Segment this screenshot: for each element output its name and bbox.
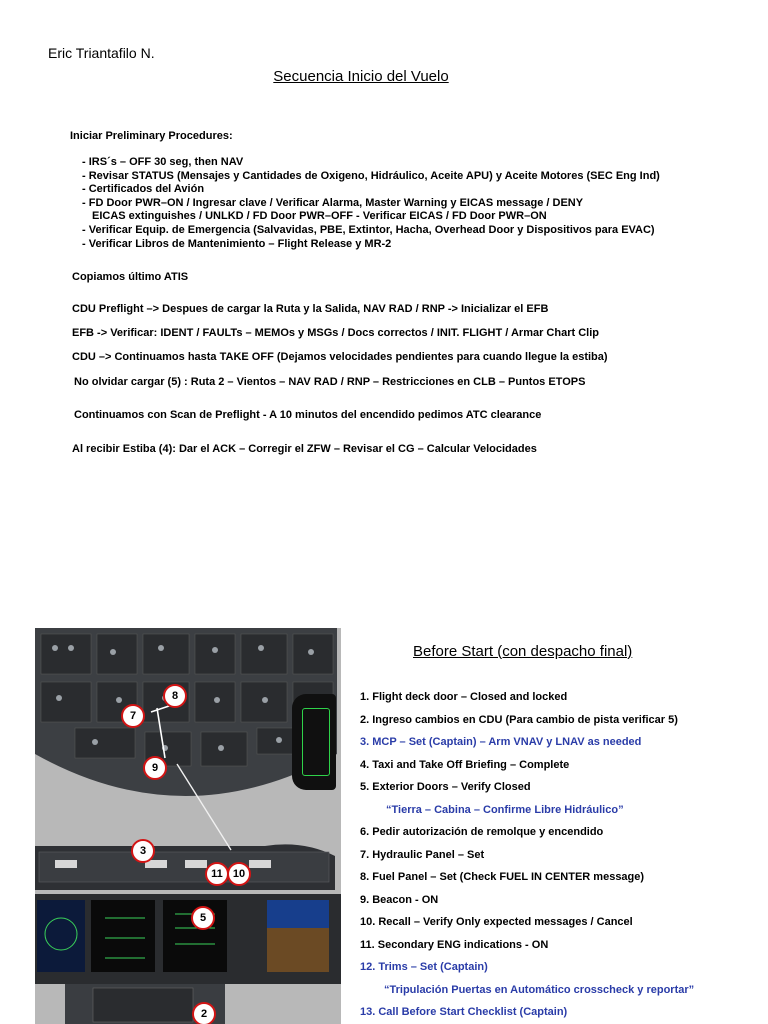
efb-line: EFB -> Verificar: IDENT / FAULTs – MEMOs y MSGs / Docs correctos / INIT. FLIGHT / Armar Chart Clip (72, 327, 599, 339)
list-item: - Certificados del Avión (82, 183, 205, 196)
no-olvidar-line: No olvidar cargar (5) : Ruta 2 – Vientos – NAV RAD / RNP – Restricciones en CLB – Puntos ETOPS (74, 376, 586, 388)
callout-5: 5 (191, 906, 215, 930)
checklist-item: 3. MCP – Set (Captain) – Arm VNAV y LNAV as needed (360, 736, 642, 748)
checklist-item: 10. Recall – Verify Only expected messages / Cancel (360, 916, 633, 928)
estiba-line: Al recibir Estiba (4): Dar el ACK – Corregir el ZFW – Revisar el CG – Calcular Velocidades (72, 443, 537, 455)
cockpit-illustration (35, 628, 341, 1024)
callout-11: 11 (205, 862, 229, 886)
atis-line: Copiamos último ATIS (72, 271, 189, 283)
list-item: - Verificar Equip. de Emergencia (Salvavidas, PBE, Extintor, Hacha, Overhead Door y Dispositivos para EVAC) (82, 223, 655, 236)
cdu-takeoff-line: CDU –> Continuamos hasta TAKE OFF (Dejamos velocidades pendientes para cuando llegue la estiba) (72, 351, 608, 363)
preliminary-heading: Iniciar Preliminary Procedures: (70, 130, 233, 142)
checklist-item: 13. Call Before Start Checklist (Captain) (360, 1006, 568, 1018)
author-name: Eric Triantafilo N. (48, 45, 155, 61)
checklist-item: 12. Trims – Set (Captain) (360, 961, 488, 973)
callout-3: 3 (131, 839, 155, 863)
list-item: EICAS extinguishes / UNLKD / FD Door PWR–OFF - Verificar EICAS / FD Door PWR–ON (92, 210, 547, 223)
checklist-callout: “Tripulación Puertas en Automático crosscheck y reportar” (384, 983, 695, 996)
cdu-preflight-line: CDU Preflight –> Despues de cargar la Ruta y la Salida, NAV RAD / RNP -> Inicializar el EFB (72, 303, 549, 315)
checklist-item: 9. Beacon - ON (360, 893, 439, 906)
scan-line: Continuamos con Scan de Preflight - A 10 minutos del encendido pedimos ATC clearance (74, 409, 542, 421)
document-title: Secuencia Inicio del Vuelo (273, 68, 449, 85)
before-start-title: Before Start (con despacho final) (413, 643, 633, 660)
callout-9: 9 (143, 756, 167, 780)
checklist-callout: “Tierra – Cabina – Confirme Libre Hidráulico” (386, 803, 624, 816)
checklist-item: 5. Exterior Doors – Verify Closed (360, 781, 531, 793)
callout-2: 2 (192, 1002, 216, 1024)
checklist-item: 8. Fuel Panel – Set (Check FUEL IN CENTER message) (360, 871, 645, 883)
callout-8: 8 (163, 684, 187, 708)
list-item: - FD Door PWR–ON / Ingresar clave / Verificar Alarma, Master Warning y EICAS message / DENY (82, 196, 584, 209)
preliminary-list (82, 156, 660, 251)
checklist-item: 11. Secondary ENG indications - ON (360, 938, 549, 951)
checklist-item: 2. Ingreso cambios en CDU (Para cambio de pista verificar 5) (360, 713, 678, 726)
before-start-list (360, 686, 760, 1024)
checklist-item: 7. Hydraulic Panel – Set (360, 848, 485, 861)
list-item: - Revisar STATUS (Mensajes y Cantidades de Oxigeno, Hidráulico, Aceite APU) y Aceite Motores (SEC Eng Ind) (82, 169, 660, 182)
checklist-item: 4. Taxi and Take Off Briefing – Complete (360, 758, 570, 771)
checklist-item: 1. Flight deck door – Closed and locked (360, 691, 568, 703)
list-item: - Verificar Libros de Mantenimiento – Flight Release y MR-2 (82, 237, 392, 250)
callout-10: 10 (227, 862, 251, 886)
list-item: - IRS´s – OFF 30 seg, then NAV (82, 156, 244, 168)
cockpit-drawing (35, 628, 341, 1024)
checklist-item: 6. Pedir autorización de remolque y encendido (360, 826, 604, 838)
hud-display (292, 694, 336, 790)
hud-frame (302, 708, 330, 776)
callout-7: 7 (121, 704, 145, 728)
